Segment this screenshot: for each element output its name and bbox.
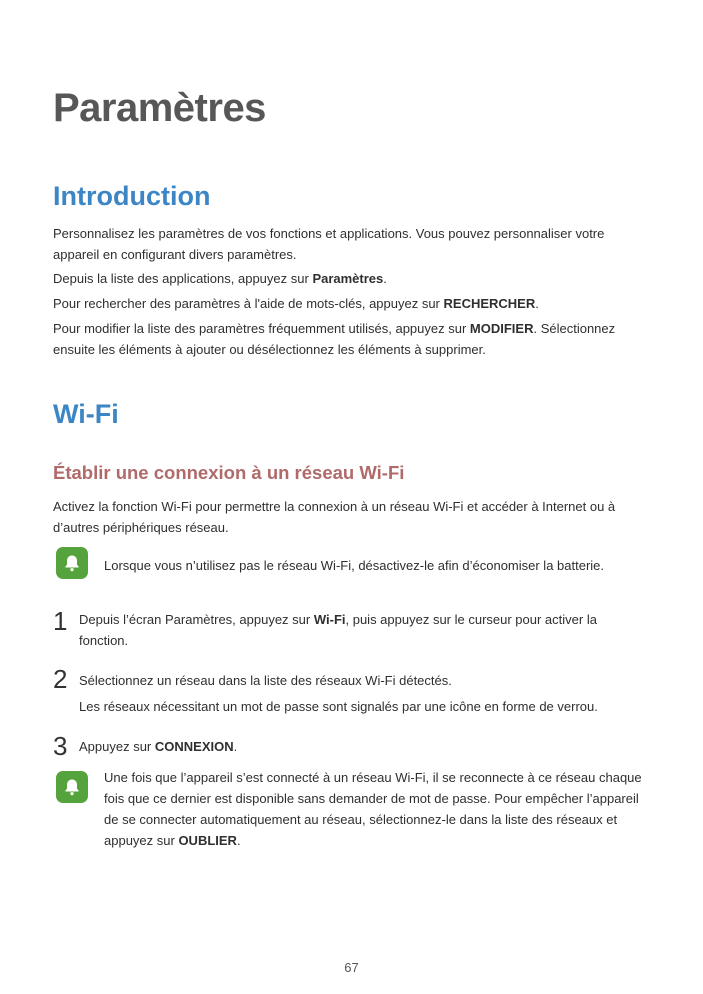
- bell-icon: [56, 771, 88, 803]
- note-battery: Lorsque vous n’utilisez pas le réseau Wi-Fi, désactivez-le afin d’économiser la batterie.: [104, 558, 605, 573]
- intro-paragraph-1: Personnalisez les paramètres de vos fonctions et applications. Vous pouvez personnaliser votre appareil en configurant divers paramètres.: [53, 226, 605, 262]
- step-2-number: 2: [53, 664, 68, 694]
- step-1-text: Depuis l’écran Paramètres, appuyez sur Wi-Fi, puis appuyez sur le curseur pour activer la fonction.: [79, 612, 597, 648]
- bold-forget: OUBLIER: [178, 833, 237, 848]
- intro-paragraph-3: Pour rechercher des paramètres à l'aide de mots-clés, appuyez sur RECHERCHER.: [53, 296, 539, 311]
- bold-search: RECHERCHER: [443, 296, 536, 311]
- step-1-number: 1: [53, 606, 68, 636]
- bell-icon: [56, 547, 88, 579]
- intro-heading: Introduction: [53, 181, 211, 211]
- page-number: 67: [344, 960, 359, 975]
- bold-edit: MODIFIER: [469, 321, 534, 336]
- wifi-subheading: Établir une connexion à un réseau Wi-Fi: [53, 462, 405, 483]
- bold-wifi: Wi-Fi: [313, 612, 346, 627]
- bold-connexion: CONNEXION: [154, 739, 234, 754]
- step-2-subtext: Les réseaux nécessitant un mot de passe sont signalés par une icône en forme de verrou.: [79, 699, 598, 714]
- step-3-text: Appuyez sur CONNEXION.: [79, 739, 238, 754]
- step-2-text: Sélectionnez un réseau dans la liste des réseaux Wi-Fi détectés.: [79, 673, 452, 688]
- note-auto-reconnect: Une fois que l’appareil s’est connecté à un réseau Wi-Fi, il se reconnecte à ce réseau chaque fois que ce dernier est disponible sans demander de mot de passe. Pour empêcher l’appareil de se connecter automatiquement au réseau, sélectionnez-le dans la liste des réseaux et appuyez sur OUBLIER.: [104, 770, 642, 848]
- page-title: Paramètres: [53, 86, 266, 130]
- step-3-number: 3: [53, 731, 68, 761]
- bold-settings: Paramètres: [312, 271, 384, 286]
- intro-paragraph-2: Depuis la liste des applications, appuyez sur Paramètres.: [53, 271, 387, 286]
- wifi-heading: Wi-Fi: [53, 399, 119, 429]
- intro-paragraph-4: Pour modifier la liste des paramètres fréquemment utilisés, appuyez sur MODIFIER. Sélectionnez ensuite les éléments à ajouter ou désélectionnez les éléments à supprimer.: [53, 321, 616, 357]
- wifi-paragraph-1: Activez la fonction Wi-Fi pour permettre la connexion à un réseau Wi-Fi et accéder à Internet ou à d’autres périphériques réseau.: [53, 499, 616, 535]
